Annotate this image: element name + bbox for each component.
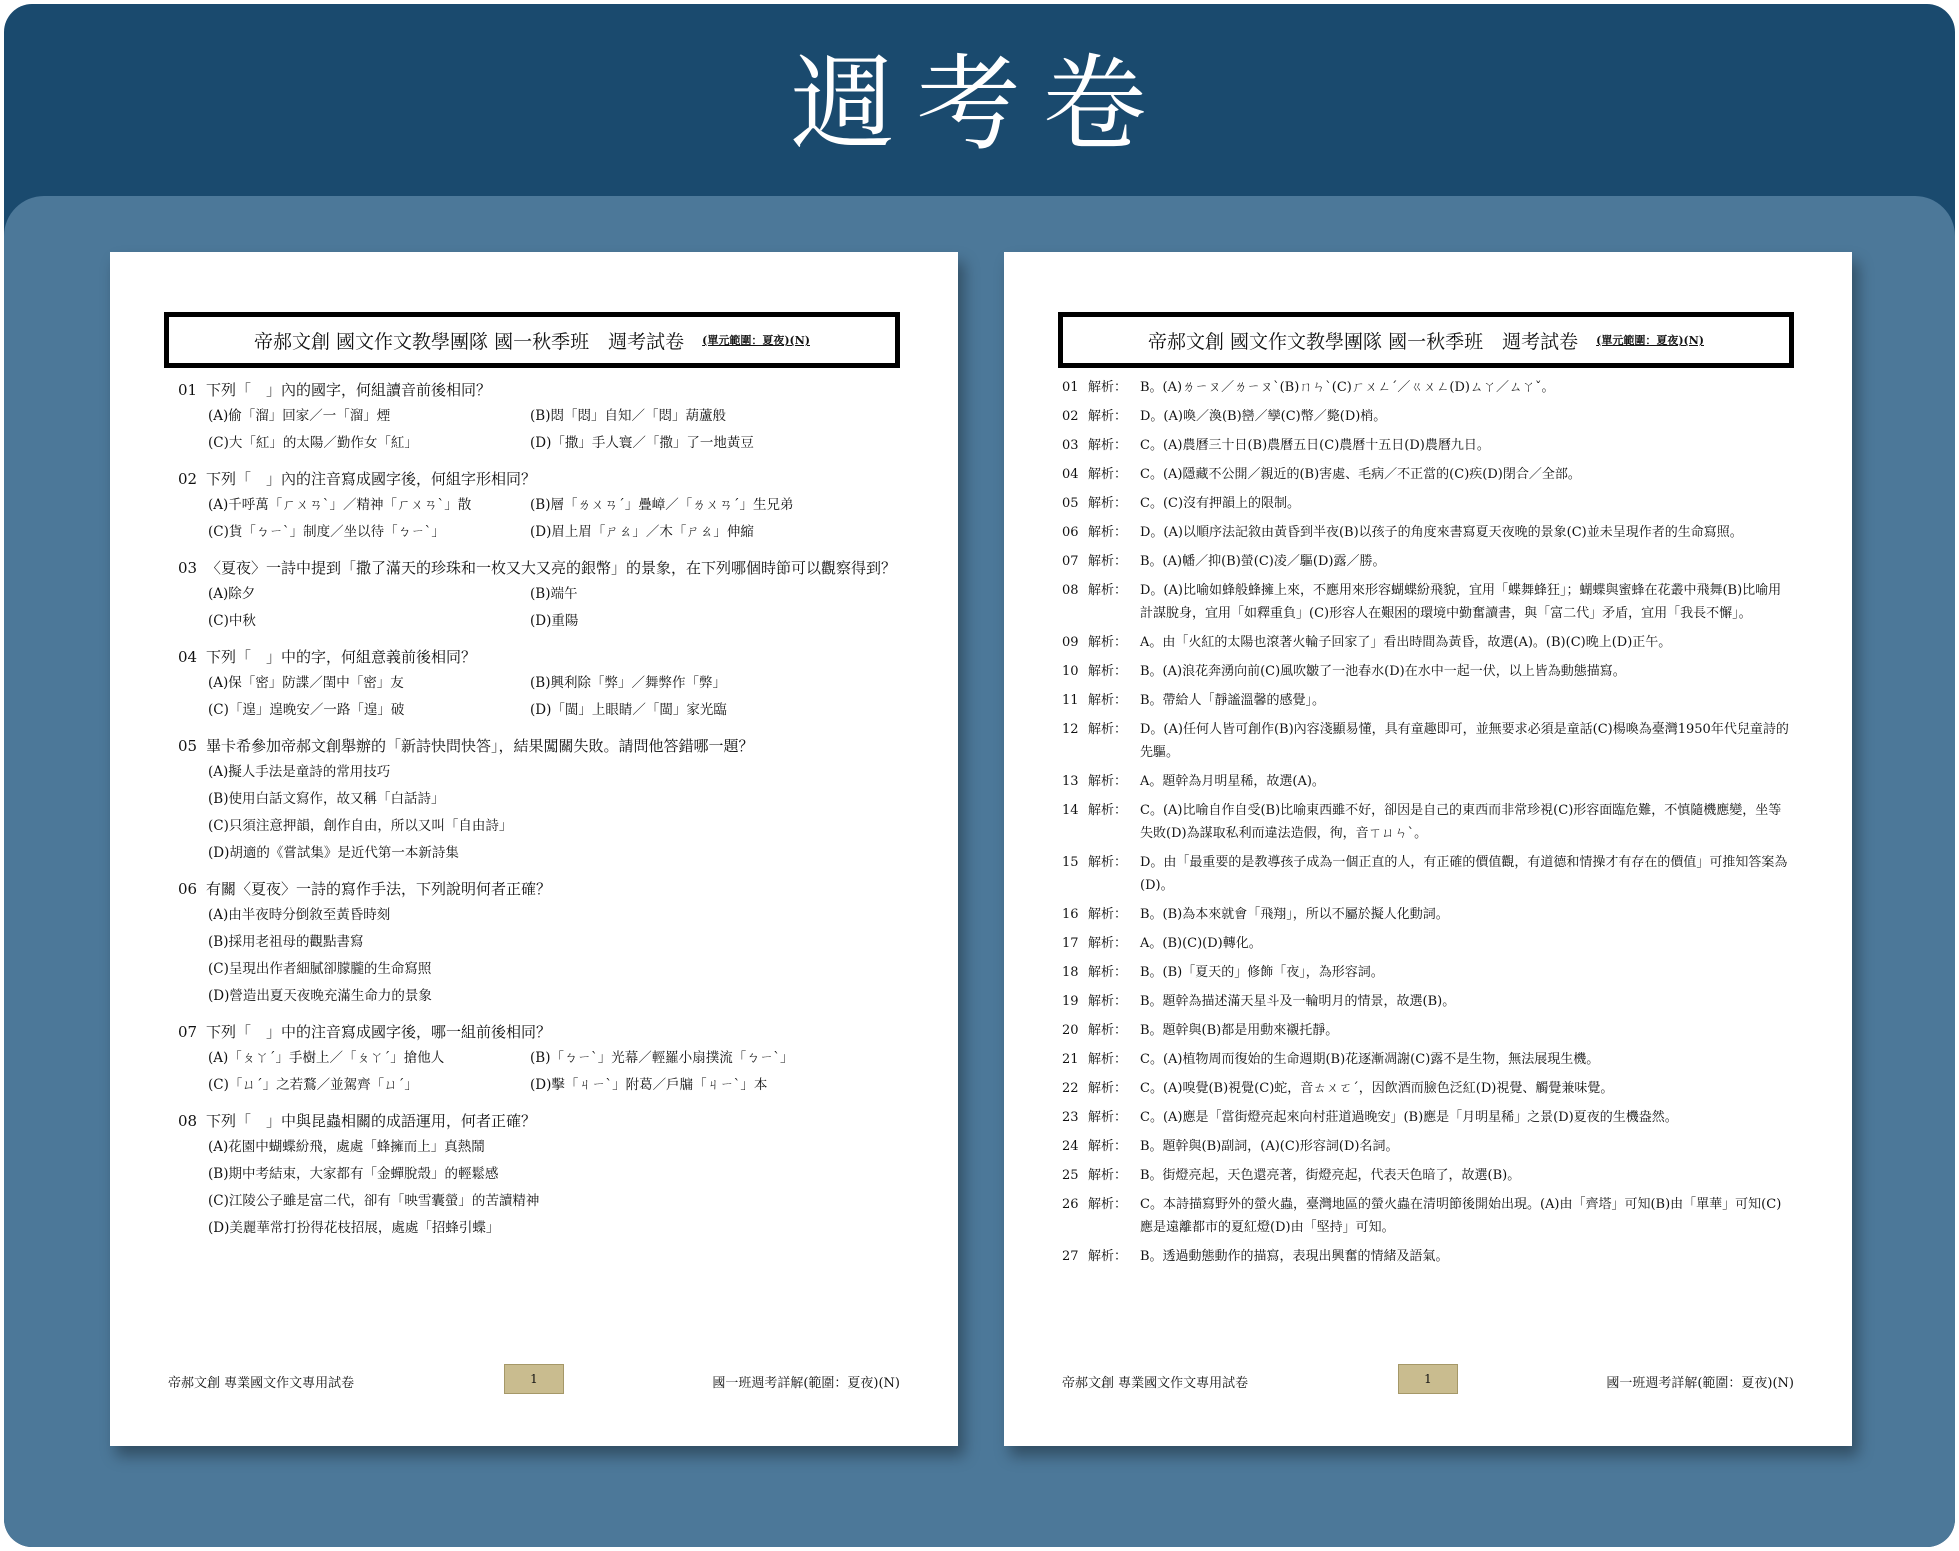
question-number: 01 <box>178 381 198 399</box>
answer-label: 解析： <box>1088 583 1128 598</box>
answer-row <box>1062 434 1792 457</box>
answer-row <box>1062 579 1792 625</box>
answer-row <box>1062 631 1792 654</box>
answer-row <box>1062 903 1792 926</box>
answer-label: 解析： <box>1088 1168 1128 1183</box>
answer-text: A。(B)(C)(D)轉化。 <box>1140 936 1262 951</box>
answer-row <box>1062 1135 1792 1158</box>
answer-option: (B)採用老祖母的觀點書寫 <box>208 934 364 950</box>
answer-row <box>1062 961 1792 984</box>
answer-number: 05 <box>1062 496 1079 511</box>
answer-label: 解析： <box>1088 467 1128 482</box>
answer-number: 14 <box>1062 803 1079 818</box>
answer-option: (B)期中考結束，大家都有「金蟬脫殼」的輕鬆感 <box>208 1166 499 1182</box>
answer-label: 解析： <box>1088 525 1128 540</box>
answer-list <box>1062 376 1792 1274</box>
answer-option: (B)悶「悶」自知／「悶」葫蘆般 <box>530 408 726 424</box>
answer-label: 解析： <box>1088 722 1128 737</box>
question-item <box>178 734 898 867</box>
answer-label: 解析： <box>1088 380 1128 395</box>
question-stem <box>178 877 898 902</box>
answer-option: (D)美麗華常打扮得花枝招展，處處「招蜂引蝶」 <box>208 1220 500 1236</box>
answer-label: 解析： <box>1088 1110 1128 1125</box>
answer-number: 26 <box>1062 1197 1079 1212</box>
question-stem <box>178 734 898 759</box>
answer-text: D。由「最重要的是教導孩子成為一個正直的人，有正確的價值觀，有道德和情操才有存在的價值」可推知答案為(D)。 <box>1140 855 1788 893</box>
answer-option: (C)只須注意押韻，創作自由，所以又叫「自由詩」 <box>208 818 513 834</box>
answer-number: 17 <box>1062 936 1079 951</box>
answer-row <box>1062 1077 1792 1100</box>
answer-row <box>1062 1164 1792 1187</box>
answer-label: 解析： <box>1088 1023 1128 1038</box>
answer-text: C。本詩描寫野外的螢火蟲，臺灣地區的螢火蟲在清明節後開始出現。(A)由「齊塔」可知(B)由「單華」可知(C)應是遠離都市的夏紅燈(D)由「堅持」可知。 <box>1140 1197 1782 1235</box>
answer-number: 15 <box>1062 855 1079 870</box>
question-item <box>178 1020 898 1099</box>
option-grid <box>208 902 898 1010</box>
answer-option: (D)「閩」上眼睛／「閩」家光臨 <box>530 702 727 718</box>
question-stem <box>178 467 898 492</box>
answer-row <box>1062 718 1792 764</box>
exam-header-range: (單元範圍：夏夜)(N) <box>702 334 810 347</box>
answer-option: (D)擊「ㄐㄧˋ」附葛／戶牖「ㄐㄧˋ」本 <box>530 1077 768 1093</box>
answer-number: 27 <box>1062 1249 1079 1264</box>
answer-text: B。(A)ㄌㄧㄡ／ㄌㄧㄡˋ(B)ㄇㄣˋ(C)ㄏㄨㄥˊ／ㄍㄨㄥ(D)ㄙㄚ／ㄙㄚˇ。 <box>1140 380 1555 395</box>
answer-number: 04 <box>1062 467 1079 482</box>
answer-row <box>1062 405 1792 428</box>
answer-label: 解析： <box>1088 803 1128 818</box>
answer-row <box>1062 550 1792 573</box>
answer-header-title: 帝郝文創 國文作文教學團隊 國一秋季班 週考試卷 <box>1148 330 1579 353</box>
footer-right: 國一班週考詳解(範圍：夏夜)(N) <box>712 1375 900 1391</box>
answer-option: (C)「ㄩˊ」之若鶩／並駕齊「ㄩˊ」 <box>208 1077 418 1093</box>
answer-row <box>1062 990 1792 1013</box>
footer-left: 帝郝文創 專業國文作文專用試卷 <box>168 1375 355 1391</box>
answer-row <box>1062 1048 1792 1071</box>
answer-label: 解析： <box>1088 855 1128 870</box>
option-grid <box>208 403 898 457</box>
answer-number: 12 <box>1062 722 1079 737</box>
answer-text: C。(A)農曆三十日(B)農曆五日(C)農曆十五日(D)農曆九日。 <box>1140 438 1490 453</box>
exam-header-title: 帝郝文創 國文作文教學團隊 國一秋季班 週考試卷 <box>254 330 685 353</box>
answer-label: 解析： <box>1088 1139 1128 1154</box>
question-text: 下列「 」內的國字，何組讀音前後相同？ <box>206 381 492 399</box>
exam-sheet <box>110 252 958 1446</box>
answer-text: B。(A)幡／抑(B)螢(C)凌／驅(D)露／勝。 <box>1140 554 1386 569</box>
option-grid <box>208 492 898 546</box>
answer-row <box>1062 660 1792 683</box>
answer-number: 19 <box>1062 994 1079 1009</box>
question-number: 07 <box>178 1023 198 1041</box>
question-text: 畢卡希參加帝郝文創舉辦的「新詩快問快答」，結果闖關失敗。請問他答錯哪一題？ <box>206 737 754 755</box>
answer-text: B。(B)為本來就會「飛翔」，所以不屬於擬人化動詞。 <box>1140 907 1449 922</box>
answer-number: 16 <box>1062 907 1079 922</box>
answer-label: 解析： <box>1088 994 1128 1009</box>
question-stem <box>178 556 898 581</box>
answer-number: 23 <box>1062 1110 1079 1125</box>
question-text: 〈夏夜〉一詩中提到「撒了滿天的珍珠和一枚又大又亮的銀幣」的景象，在下列哪個時節可以觀察得到？ <box>206 559 897 577</box>
answer-option: (B)興利除「弊」／舞弊作「弊」 <box>530 675 726 691</box>
answer-text: C。(A)比喻自作自受(B)比喻東西雖不好，卻因是自己的東西而非常珍視(C)形容面臨危難，不慎隨機應變，坐等失敗(D)為謀取私利而違法造假，徇，音ㄒㄩㄣˋ。 <box>1140 803 1782 841</box>
answer-number: 22 <box>1062 1081 1079 1096</box>
footer-left: 帝郝文創 專業國文作文專用試卷 <box>1062 1375 1249 1391</box>
answer-label: 解析： <box>1088 907 1128 922</box>
option-grid <box>208 1045 898 1099</box>
answer-option: (C)大「紅」的太陽／勤作女「紅」 <box>208 435 418 451</box>
question-text: 有關〈夏夜〉一詩的寫作手法，下列說明何者正確？ <box>206 880 552 898</box>
answer-text: B。題幹為描述滿天星斗及一輪明月的情景，故選(B)。 <box>1140 994 1456 1009</box>
answer-label: 解析： <box>1088 1052 1128 1067</box>
page-number: 1 <box>504 1364 564 1394</box>
answer-text: D。(A)比喻如蜂般蜂擁上來，不應用來形容蝴蝶紛飛貌，宜用「蝶舞蜂狂」；蝴蝶與蜜蜂在花叢中飛舞(B)比喻用計謀脫身，宜用「如釋重負」(C)形容人在艱困的環境中勤奮讀書，與「富二代」矛盾，宜用「我長不懈」。 <box>1140 583 1782 621</box>
answer-header-range: (單元範圍：夏夜)(N) <box>1596 334 1704 347</box>
answer-label: 解析： <box>1088 554 1128 569</box>
answer-row <box>1062 492 1792 515</box>
answer-text: D。(A)任何人皆可創作(B)內容淺顯易懂，具有童趣即可，並無要求必須是童話(C)楊喚為臺灣1950年代兒童詩的先驅。 <box>1140 722 1789 760</box>
question-item <box>178 556 898 635</box>
answer-text: A。題幹為月明星稀，故選(A)。 <box>1140 774 1325 789</box>
page-title: 週考卷 <box>790 43 1169 165</box>
answer-label: 解析： <box>1088 936 1128 951</box>
answer-label: 解析： <box>1088 1197 1128 1212</box>
exam-footer <box>168 1368 900 1394</box>
answer-label: 解析： <box>1088 1081 1128 1096</box>
answer-text: A。由「火紅的太陽也滾著火輪子回家了」看出時間為黃昏，故選(A)。(B)(C)晚上(D)正午。 <box>1140 635 1672 650</box>
answer-number: 13 <box>1062 774 1079 789</box>
option-grid <box>208 759 898 867</box>
option-grid <box>208 1134 898 1242</box>
answer-row <box>1062 1106 1792 1129</box>
question-text: 下列「 」中與昆蟲相關的成語運用，何者正確？ <box>206 1112 537 1130</box>
answer-option: (D)重陽 <box>530 613 579 629</box>
answer-text: B。帶給人「靜謐溫馨的感覺」。 <box>1140 693 1326 708</box>
answer-text: B。(B)「夏天的」修飾「夜」，為形容詞。 <box>1140 965 1384 980</box>
answer-text: C。(A)應是「當街燈亮起來向村莊道過晚安」(B)應是「月明星稀」之景(D)夏夜的生機盎然。 <box>1140 1110 1678 1125</box>
answer-label: 解析： <box>1088 774 1128 789</box>
answer-label: 解析： <box>1088 409 1128 424</box>
question-text: 下列「 」內的注音寫成國字後，何組字形相同？ <box>206 470 537 488</box>
question-stem <box>178 645 898 670</box>
answer-footer <box>1062 1368 1794 1394</box>
answer-number: 06 <box>1062 525 1079 540</box>
answer-row <box>1062 932 1792 955</box>
answer-option: (A)偷「溜」回家／一「溜」煙 <box>208 408 391 424</box>
answer-number: 20 <box>1062 1023 1079 1038</box>
answer-text: D。(A)喚／渙(B)巒／孿(C)幣／斃(D)梢。 <box>1140 409 1387 424</box>
answer-text: C。(A)嗅覺(B)視覺(C)蛇，音ㄊㄨㄛˊ，因飲酒而臉色泛紅(D)視覺、觸覺兼味覺。 <box>1140 1081 1614 1096</box>
answer-row <box>1062 799 1792 845</box>
answer-row <box>1062 463 1792 486</box>
question-item <box>178 467 898 546</box>
answer-option: (D)「撒」手人寰／「撒」了一地黃豆 <box>530 435 754 451</box>
answer-row <box>1062 1193 1792 1239</box>
question-number: 08 <box>178 1112 198 1130</box>
answer-option: (A)「ㄆㄚˊ」手樹上／「ㄆㄚˊ」搶他人 <box>208 1050 445 1066</box>
answer-option: (A)千呼萬「ㄏㄨㄢˋ」／精神「ㄏㄨㄢˋ」散 <box>208 497 472 513</box>
question-stem <box>178 1020 898 1045</box>
question-item <box>178 378 898 457</box>
answer-label: 解析： <box>1088 438 1128 453</box>
answer-option: (C)呈現出作者細膩卻朦朧的生命寫照 <box>208 961 432 977</box>
answer-number: 10 <box>1062 664 1079 679</box>
footer-right: 國一班週考詳解(範圍：夏夜)(N) <box>1606 1375 1794 1391</box>
question-text: 下列「 」中的注音寫成國字後，哪一組前後相同？ <box>206 1023 552 1041</box>
option-grid <box>208 670 898 724</box>
answer-number: 09 <box>1062 635 1079 650</box>
answer-row <box>1062 521 1792 544</box>
answer-option: (B)層「ㄌㄨㄢˊ」疊嶂／「ㄌㄨㄢˊ」生兄弟 <box>530 497 794 513</box>
answer-label: 解析： <box>1088 664 1128 679</box>
question-number: 05 <box>178 737 198 755</box>
question-number: 04 <box>178 648 198 666</box>
answer-row <box>1062 770 1792 793</box>
answer-row <box>1062 851 1792 897</box>
answer-option: (C)貨「ㄅㄧˋ」制度／坐以待「ㄅㄧˋ」 <box>208 524 445 540</box>
answer-number: 01 <box>1062 380 1079 395</box>
question-number: 03 <box>178 559 198 577</box>
answer-row <box>1062 376 1792 399</box>
answer-text: C。(A)隱藏不公開／親近的(B)害處、毛病／不正當的(C)疾(D)閉合／全部。 <box>1140 467 1581 482</box>
answer-text: B。題幹與(B)都是用動來襯托靜。 <box>1140 1023 1339 1038</box>
option-grid <box>208 581 898 635</box>
answer-option: (C)「遑」遑晚安／一路「遑」破 <box>208 702 405 718</box>
answer-option: (D)眉上眉「ㄕㄠ」／木「ㄕㄠ」伸縮 <box>530 524 754 540</box>
question-item <box>178 645 898 724</box>
question-number: 06 <box>178 880 198 898</box>
question-stem <box>178 1109 898 1134</box>
answer-label: 解析： <box>1088 693 1128 708</box>
answer-number: 18 <box>1062 965 1079 980</box>
answer-label: 解析： <box>1088 1249 1128 1264</box>
question-list <box>178 378 898 1252</box>
question-stem <box>178 378 898 403</box>
answer-option: (D)胡適的《嘗試集》是近代第一本新詩集 <box>208 845 459 861</box>
question-text: 下列「 」中的字，何組意義前後相同？ <box>206 648 477 666</box>
answer-option: (A)擬人手法是童詩的常用技巧 <box>208 764 391 780</box>
answer-option: (B)使用白話文寫作，故又稱「白話詩」 <box>208 791 445 807</box>
answer-option: (B)「ㄅㄧˋ」光幕／輕羅小扇撲流「ㄅㄧˋ」 <box>530 1050 794 1066</box>
answer-number: 11 <box>1062 693 1079 708</box>
answer-option: (A)由半夜時分倒敘至黃昏時刻 <box>208 907 391 923</box>
answer-text: B。街燈亮起，天色還亮著，街燈亮起，代表天色暗了，故選(B)。 <box>1140 1168 1521 1183</box>
page-number: 1 <box>1398 1364 1458 1394</box>
question-item <box>178 1109 898 1242</box>
answer-number: 02 <box>1062 409 1079 424</box>
answer-sheet <box>1004 252 1852 1446</box>
answer-number: 03 <box>1062 438 1079 453</box>
answer-text: C。(A)植物周而復始的生命週期(B)花逐漸凋謝(C)露不是生物，無法展現生機。 <box>1140 1052 1600 1067</box>
exam-header <box>164 312 900 368</box>
answer-option: (A)除夕 <box>208 586 256 602</box>
answer-option: (A)保「密」防諜／閨中「密」友 <box>208 675 404 691</box>
answer-label: 解析： <box>1088 965 1128 980</box>
answer-number: 21 <box>1062 1052 1079 1067</box>
answer-row <box>1062 1019 1792 1042</box>
answer-header <box>1058 312 1794 368</box>
answer-label: 解析： <box>1088 635 1128 650</box>
answer-label: 解析： <box>1088 496 1128 511</box>
question-item <box>178 877 898 1010</box>
answer-option: (A)花園中蝴蝶紛飛，處處「蜂擁而上」真熱鬧 <box>208 1139 485 1155</box>
answer-text: D。(A)以順序法記敘由黃昏到半夜(B)以孩子的角度來書寫夏天夜晚的景象(C)並未呈現作者的生命寫照。 <box>1140 525 1743 540</box>
answer-text: B。透過動態動作的描寫，表現出興奮的情緒及語氣。 <box>1140 1249 1449 1264</box>
question-number: 02 <box>178 470 198 488</box>
answer-option: (C)中秋 <box>208 613 256 629</box>
answer-number: 08 <box>1062 583 1079 598</box>
answer-option: (C)江陵公子雖是富二代，卻有「映雪囊螢」的苦讀精神 <box>208 1193 540 1209</box>
answer-number: 07 <box>1062 554 1079 569</box>
answer-row <box>1062 689 1792 712</box>
answer-option: (B)端午 <box>530 586 578 602</box>
answer-number: 25 <box>1062 1168 1079 1183</box>
answer-number: 24 <box>1062 1139 1079 1154</box>
answer-row <box>1062 1245 1792 1268</box>
answer-text: B。題幹與(B)副詞，(A)(C)形容詞(D)名詞。 <box>1140 1139 1399 1154</box>
answer-option: (D)營造出夏天夜晚充滿生命力的景象 <box>208 988 432 1004</box>
answer-text: C。(C)沒有押韻上的限制。 <box>1140 496 1301 511</box>
answer-text: B。(A)浪花奔湧向前(C)風吹皺了一池春水(D)在水中一起一伏，以上皆為動態描寫。 <box>1140 664 1626 679</box>
